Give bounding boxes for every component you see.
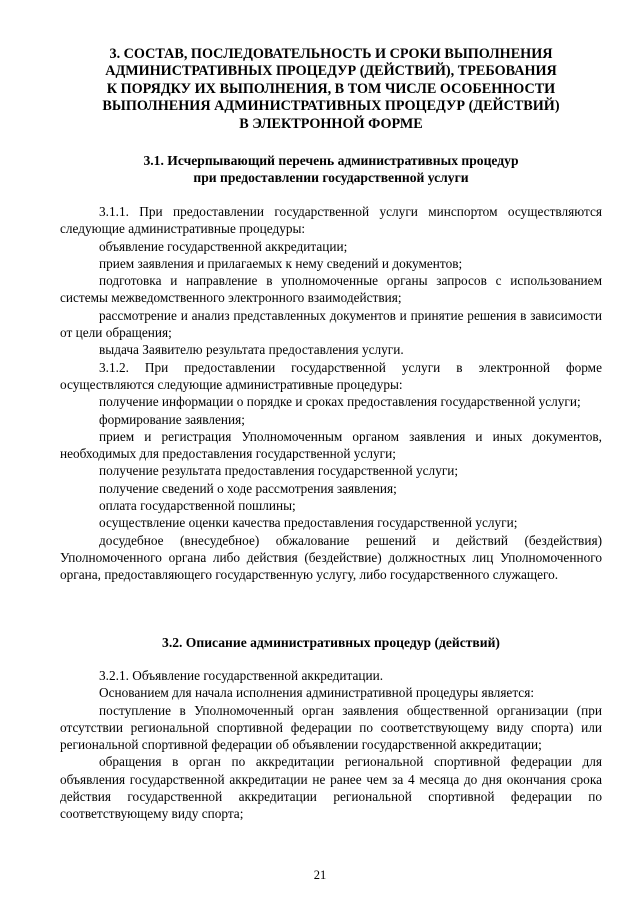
chapter-heading xyxy=(60,46,602,133)
list-item: обращения в орган по аккредитации региональной спортивной федерации для объявления государственной аккредитации не ранее чем за 4 месяца до дня окончания срока действия государственной аккредитации региональной спортивной федерации по соответствующему виду спорта; xyxy=(60,754,602,822)
list-item: осуществление оценки качества предоставления государственной услуги; xyxy=(99,515,518,531)
subsection-heading-line: при предоставлении государственной услуги xyxy=(193,170,469,186)
list-item: прием заявления и прилагаемых к нему сведений и документов; xyxy=(99,255,463,271)
list-item: поступление в Уполномоченный орган заявления общественной организации (при отсутствии региональной спортивной федерации по соответствующему виду спорта) или региональной спортивной федерации об объявлении государственной аккредитации; xyxy=(60,702,602,753)
heading-line: АДМИНИСТРАТИВНЫХ ПРОЦЕДУР (ДЕЙСТВИЙ), ТРЕБОВАНИЯ xyxy=(105,63,557,80)
heading-line: В ЭЛЕКТРОННОЙ ФОРМЕ xyxy=(239,115,423,132)
heading-line: ВЫПОЛНЕНИЯ АДМИНИСТРАТИВНЫХ ПРОЦЕДУР (ДЕЙСТВИЙ) xyxy=(102,98,560,115)
paragraph: 3.1.1. При предоставлении государственной услуги минспортом осуществляются следующие административные процедуры: xyxy=(60,204,602,237)
list-item: подготовка и направление в уполномоченные органы запросов с использованием системы межведомственного электронного взаимодействия; xyxy=(60,273,602,306)
subsection-body-3-1 xyxy=(60,203,602,584)
paragraph: Основанием для начала исполнения административной процедуры является: xyxy=(99,685,535,701)
page-number: 21 xyxy=(313,868,327,882)
heading-line: 3. СОСТАВ, ПОСЛЕДОВАТЕЛЬНОСТЬ И СРОКИ ВЫПОЛНЕНИЯ xyxy=(109,46,553,62)
list-item: прием и регистрация Уполномоченным органом заявления и иных документов, необходимых для предоставления государственной услуги; xyxy=(60,428,602,462)
heading-line: К ПОРЯДКУ ИХ ВЫПОЛНЕНИЯ, В ТОМ ЧИСЛЕ ОСОБЕННОСТИ xyxy=(106,80,556,97)
list-item: получение результата предоставления государственной услуги; xyxy=(99,463,459,479)
list-item: получение сведений о ходе рассмотрения заявления; xyxy=(99,480,397,496)
subsection-heading-line: 3.1. Исчерпывающий перечень административных процедур xyxy=(143,153,519,168)
list-item: рассмотрение и анализ представленных документов и принятие решения в зависимости от цели обращения; xyxy=(60,307,602,341)
list-item: формирование заявления; xyxy=(99,411,245,427)
paragraph: 3.1.2. При предоставлении государственной услуги в электронной форме осуществляются следующие административные процедуры: xyxy=(60,359,602,392)
list-item: выдача Заявителю результата предоставления услуги. xyxy=(99,342,404,358)
list-item: досудебное (внесудебное) обжалование решений и действий (бездействия) Уполномоченного органа либо действия (бездействие) должностных лиц Уполномоченного органа, предоставляющего государственную услугу, либо государственного служащего. xyxy=(60,532,602,583)
list-item: получение информации о порядке и сроках предоставления государственной услуги; xyxy=(99,394,581,410)
list-item: оплата государственной пошлины; xyxy=(99,498,296,514)
subsection-heading-3-2: 3.2. Описание административных процедур (действий) xyxy=(162,635,500,650)
list-item: объявление государственной аккредитации; xyxy=(99,238,348,254)
paragraph: 3.2.1. Объявление государственной аккредитации. xyxy=(99,668,384,683)
subsection-heading-3-1 xyxy=(60,152,602,187)
subsection-body-3-2 xyxy=(60,667,602,823)
